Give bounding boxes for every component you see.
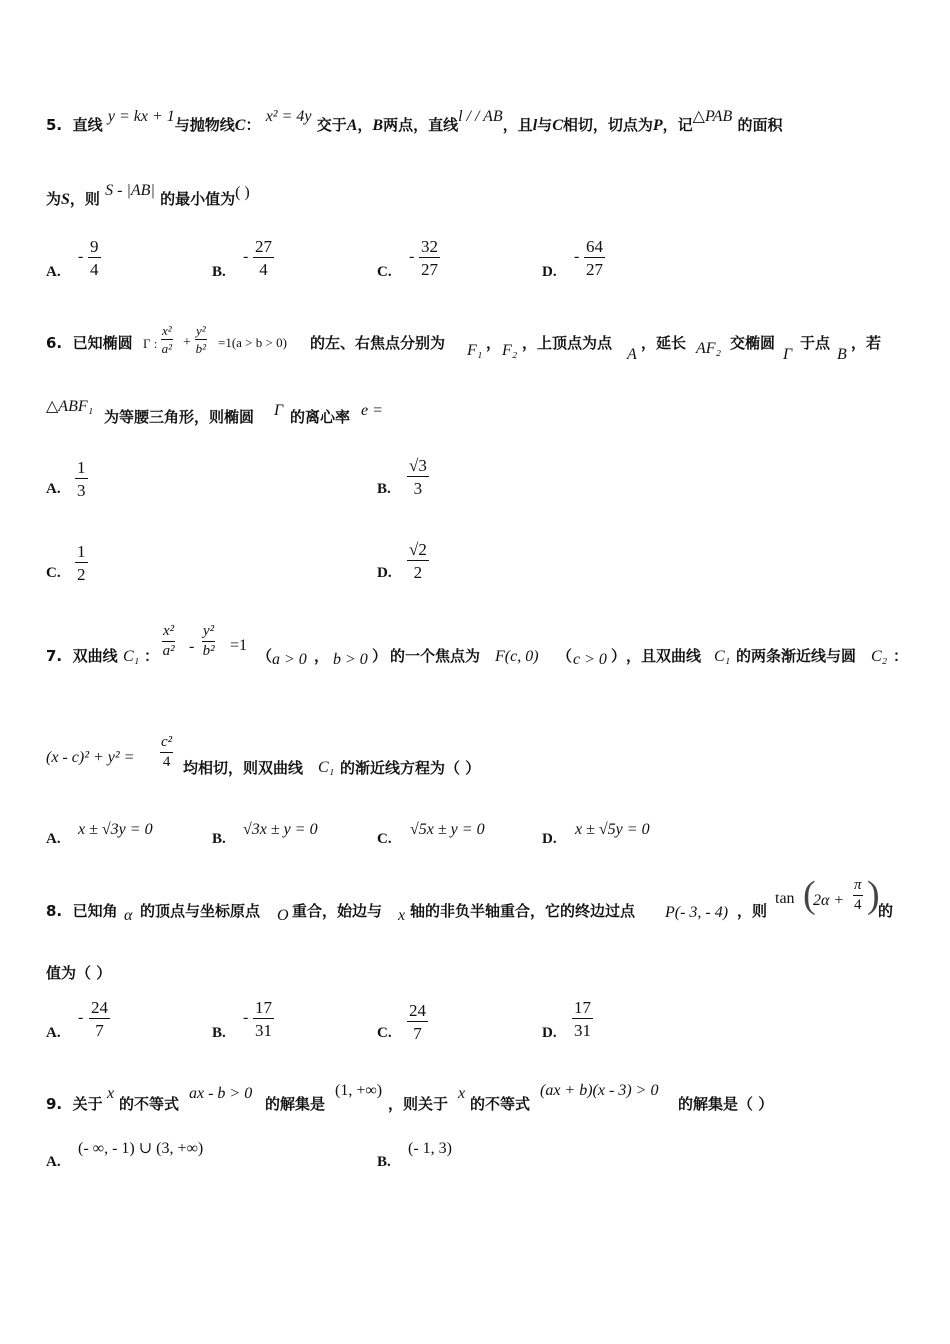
q6-line1: 6. 已知椭圆 (46, 334, 133, 352)
q9-solution-1: (1, +∞) (335, 1082, 383, 1099)
q6-f2: F₂ (502, 342, 518, 359)
q5-option-b-fraction[interactable]: $\frac{27}{4}$ (255, 237, 272, 279)
q6-option-c-label[interactable]: C. (46, 565, 61, 581)
q8-option-a-fraction[interactable]: $\frac{24}{7}$ (91, 998, 108, 1040)
q9-option-b-expr[interactable]: (- 1, 3) (408, 1140, 452, 1157)
q5-option-c-label[interactable]: C. (377, 264, 392, 280)
q9-option-b-label[interactable]: B. (377, 1154, 391, 1170)
q5-parabola-equation: x² = 4y (265, 108, 312, 125)
q6-option-d-fraction[interactable]: $\frac{√2}{2}$ (409, 540, 427, 582)
q8-option-d-fraction[interactable]: $\frac{17}{31}$ (574, 998, 591, 1040)
q6-number: 6. (46, 334, 63, 352)
q8-point-p: P(- 3, - 4) (665, 904, 729, 921)
q7-option-c-expr[interactable]: √5x ± y = 0 (410, 821, 485, 838)
q5-number: 5. (46, 116, 63, 134)
q6-option-b-label[interactable]: B. (377, 481, 391, 497)
q8-tan-expression: tan ( 2α + $\frac{\pi}{4}$ ) (775, 874, 880, 916)
q5-option-d-fraction[interactable]: $\frac{64}{27}$ (586, 237, 603, 279)
q6-eccentricity: e = (361, 402, 383, 419)
q7-circle-equation: (x - c)² + y² = (46, 749, 135, 766)
q6-option-b-fraction[interactable]: $\frac{√3}{3}$ (409, 456, 427, 498)
q6-triangle: △ABF₁ (46, 398, 94, 415)
q7-option-b-label[interactable]: B. (212, 831, 226, 847)
q7-line1: 7. 双曲线 (46, 647, 118, 665)
q8-line2: 值为（ ） (46, 964, 112, 982)
q6-option-a-label[interactable]: A. (46, 481, 61, 497)
q9-line1: 9. 关于 (46, 1095, 103, 1113)
q9-number: 9. (46, 1095, 63, 1113)
q5-option-a-label[interactable]: A. (46, 264, 61, 280)
q8-number: 8. (46, 902, 63, 920)
q7-hyperbola-equation: $\frac{\text{x²}}{\text{a²}}$ - $\frac{\text{y²}}{\text{b²}}$ =1 (162, 623, 248, 659)
q8-option-c-label[interactable]: C. (377, 1025, 392, 1041)
q9-option-a-label[interactable]: A. (46, 1154, 61, 1170)
q7-option-a-expr[interactable]: x ± √3y = 0 (78, 821, 153, 838)
q5-line2: 为S，则 S - |AB| 的最小值为( ) (46, 182, 250, 208)
q5-option-b-label[interactable]: B. (212, 264, 226, 280)
q7-focus: F(c, 0) (495, 648, 539, 665)
q5-parallel-line: l / / AB (458, 108, 503, 125)
q7-option-a-label[interactable]: A. (46, 831, 61, 847)
q7-option-d-label[interactable]: D. (542, 831, 557, 847)
q9-inequality-2: (ax + b)(x - 3) > 0 (540, 1082, 659, 1099)
q5-line1: 5. 直线 y = kx + 1与抛物线C： x² = 4y 交于A，B两点，直线l / / AB，且l与C相切，切点为P，记△PAB 的面积 (46, 108, 783, 134)
q7-option-b-expr[interactable]: √3x ± y = 0 (243, 821, 318, 838)
q5-option-c-fraction[interactable]: $\frac{32}{27}$ (421, 237, 438, 279)
q6-gamma: Γ (783, 346, 793, 363)
q6-point-a: A (627, 346, 637, 363)
q6-option-c-fraction[interactable]: $\frac{1}{2}$ (77, 542, 86, 584)
q6-point-b: B (837, 346, 847, 363)
q8-option-d-label[interactable]: D. (542, 1025, 557, 1041)
q6-option-d-label[interactable]: D. (377, 565, 392, 581)
q8-line1: 8. 已知角 (46, 902, 118, 920)
q6-f1: F₁ (467, 342, 483, 359)
q9-option-a-expr[interactable]: (- ∞, - 1) ∪ (3, +∞) (78, 1140, 204, 1157)
q5-option-a-fraction[interactable]: $\frac{9}{4}$ (90, 237, 99, 279)
q6-option-a-fraction[interactable]: $\frac{1}{3}$ (77, 458, 86, 500)
q6-af2: AF₂ (696, 340, 722, 357)
q7-option-d-expr[interactable]: x ± √5y = 0 (575, 821, 650, 838)
q7-option-c-label[interactable]: C. (377, 831, 392, 847)
q8-option-c-fraction[interactable]: $\frac{24}{7}$ (409, 1001, 426, 1043)
q5-line-equation: y = kx + 1 (107, 108, 175, 125)
q5-option-d-label[interactable]: D. (542, 264, 557, 280)
exam-page: 5. 直线 y = kx + 1与抛物线C： x² = 4y 交于A，B两点，直线l / / AB，且l与C相切，切点为P，记△PAB 的面积 为S，则 S - |AB| 的最小值为( ) A. - $\frac{9}{4}$ B. - $\frac{27}{4}$ C. - $\frac{32}{27}$ D. - $\frac{64}{27}$ 6. 已知椭圆 Γ : $\frac{\text{x²}}{\text{a²}}$ + $\frac{\text{y²}}{\text{b²}}$ =1(a > b > 0) 的左、右焦点分别为 F₁ ， F₂ ，上顶点为点 A ，延长 AF₂ 交椭圆 Γ 于点 B ，若 △ABF₁ 为等腰三角形，则椭圆 Γ 的离心率 e = A. $\frac{1}{3}$ B. $\frac{√3}{3}$ C. $\frac{1}{2}$ D. $\frac{√2}{2}$ 7. 双曲线 C₁ ： $\frac{\text{x²}}{\text{a²}}$ - $\frac{\text{y²}}{\text{b²}}$ =1 （ a > 0 ， b > 0 ） 的一个焦点为 F(c, 0) （ c > 0 ） ，且双曲线 C₁ 的两条渐近线与圆 C₂ ： (x - c)² + y² = $\frac{\text{c²}}{4}$ 均相切，则双曲线 C₁ 的渐近线方程为（ ） A. x ± √3y = 0 B. √3x ± y = 0 C. √5x ± y = 0 D. x ± √5y = 0 8. 已知角 α 的顶点与坐标原点 O 重合，始边与 x 轴的非负半轴重合，它的终边过点 P(- 3, - 4) ，则 tan ( 2α + $\frac{\pi}{4}$ ) 的 值为（ ） A. - $\frac{24}{7}$ B. - $\frac{17}{31}$ C. $\frac{24}{7}$ D. $\frac{17}{31}$ 9. 关于 x 的不等式 ax - b > 0 的解集是 (1, +∞) ，则关于 x 的不等式 (ax + b)(x - 3) > 0 的解集是（ ） A. (- ∞, - 1) ∪ (3, +∞) B. (- 1, 3) (46, 108, 909, 1170)
q5-triangle: △PAB (692, 108, 733, 125)
q7-number: 7. (46, 647, 63, 665)
q8-option-b-label[interactable]: B. (212, 1025, 226, 1041)
q9-inequality-1: ax - b > 0 (189, 1085, 253, 1102)
q6-ellipse-equation: Γ : $\frac{\text{x²}}{\text{a²}}$ + $\frac{\text{y²}}{\text{b²}}$ =1(a > b > 0) (143, 323, 287, 356)
q5-expression: S - |AB| (105, 182, 155, 199)
q8-option-b-fraction[interactable]: $\frac{17}{31}$ (255, 998, 272, 1040)
q8-option-a-label[interactable]: A. (46, 1025, 61, 1041)
